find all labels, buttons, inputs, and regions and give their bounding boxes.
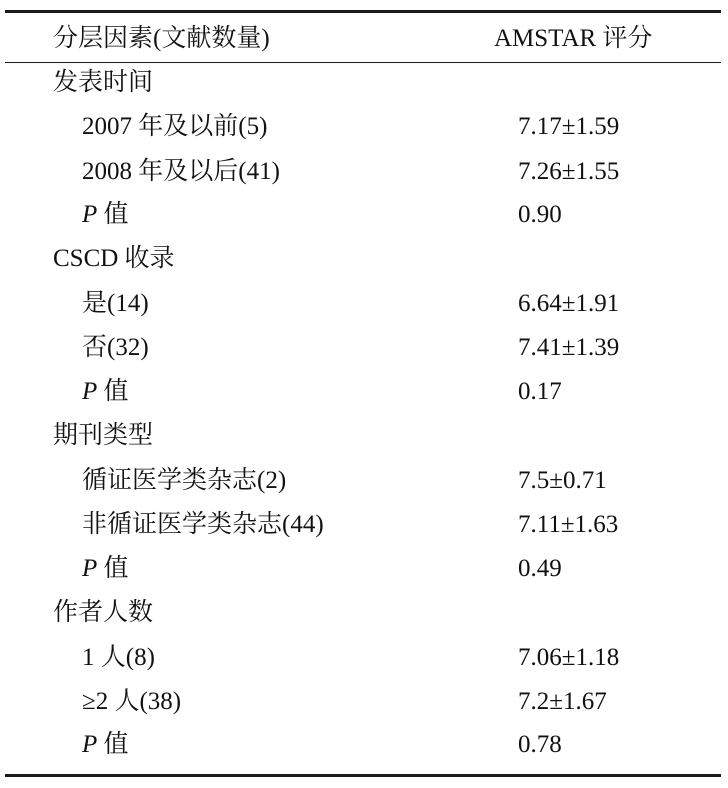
row-value: 7.5±0.71 xyxy=(518,467,607,494)
p-letter: P xyxy=(82,378,98,405)
row-label: 2008 年及以后(41) xyxy=(82,158,280,185)
row-value: 7.11±1.63 xyxy=(518,511,619,538)
table-row xyxy=(0,105,728,149)
group-title-row xyxy=(0,61,728,105)
p-value: 0.49 xyxy=(518,555,562,582)
p-value-row xyxy=(0,723,728,767)
row-value: 6.64±1.91 xyxy=(518,290,620,317)
p-letter: P xyxy=(82,555,98,582)
table-row xyxy=(0,150,728,194)
row-label: 否(32) xyxy=(82,334,149,361)
p-value-row xyxy=(0,193,728,237)
table-bottom-rule xyxy=(5,774,721,777)
p-letter: P xyxy=(82,201,98,228)
table-row xyxy=(0,680,728,724)
table-row xyxy=(0,636,728,680)
p-value: 0.78 xyxy=(518,731,562,758)
p-word: 值 xyxy=(103,731,129,758)
p-word: 值 xyxy=(103,201,129,228)
row-label: ≥2 人(38) xyxy=(82,688,182,715)
p-value-label xyxy=(82,193,129,237)
group-title-row xyxy=(0,414,728,458)
row-value: 7.2±1.67 xyxy=(518,688,607,715)
group-title: 期刊类型 xyxy=(53,422,154,449)
group-title: CSCD 收录 xyxy=(53,245,175,272)
p-value-row xyxy=(0,370,728,414)
p-word: 值 xyxy=(103,555,129,582)
row-label: 2007 年及以前(5) xyxy=(82,113,268,140)
p-word: 值 xyxy=(103,378,129,405)
group-title-row xyxy=(0,591,728,635)
column-header-factor: 分层因素(文献数量) xyxy=(53,25,270,52)
column-header-score: AMSTAR 评分 xyxy=(494,25,653,52)
table-header-row xyxy=(0,17,728,61)
p-value-label xyxy=(82,370,129,414)
p-value-row xyxy=(0,547,728,591)
row-value: 7.17±1.59 xyxy=(518,113,620,140)
p-value-label xyxy=(82,547,129,591)
table-top-rule xyxy=(5,10,721,13)
row-label: 1 人(8) xyxy=(82,644,155,671)
group-title: 作者人数 xyxy=(53,599,154,626)
table-row xyxy=(0,282,728,326)
p-value-label xyxy=(82,723,129,767)
row-value: 7.26±1.55 xyxy=(518,158,620,185)
p-letter: P xyxy=(82,731,98,758)
row-label: 循证医学类杂志(2) xyxy=(82,467,287,494)
row-value: 7.41±1.39 xyxy=(518,334,620,361)
group-title-row xyxy=(0,237,728,281)
row-label: 是(14) xyxy=(82,290,149,317)
p-value: 0.90 xyxy=(518,201,562,228)
table-row xyxy=(0,503,728,547)
group-title: 发表时间 xyxy=(53,69,154,96)
table-row xyxy=(0,459,728,503)
row-label: 非循证医学类杂志(44) xyxy=(82,511,324,538)
p-value: 0.17 xyxy=(518,378,562,405)
row-value: 7.06±1.18 xyxy=(518,644,620,671)
table-row xyxy=(0,326,728,370)
